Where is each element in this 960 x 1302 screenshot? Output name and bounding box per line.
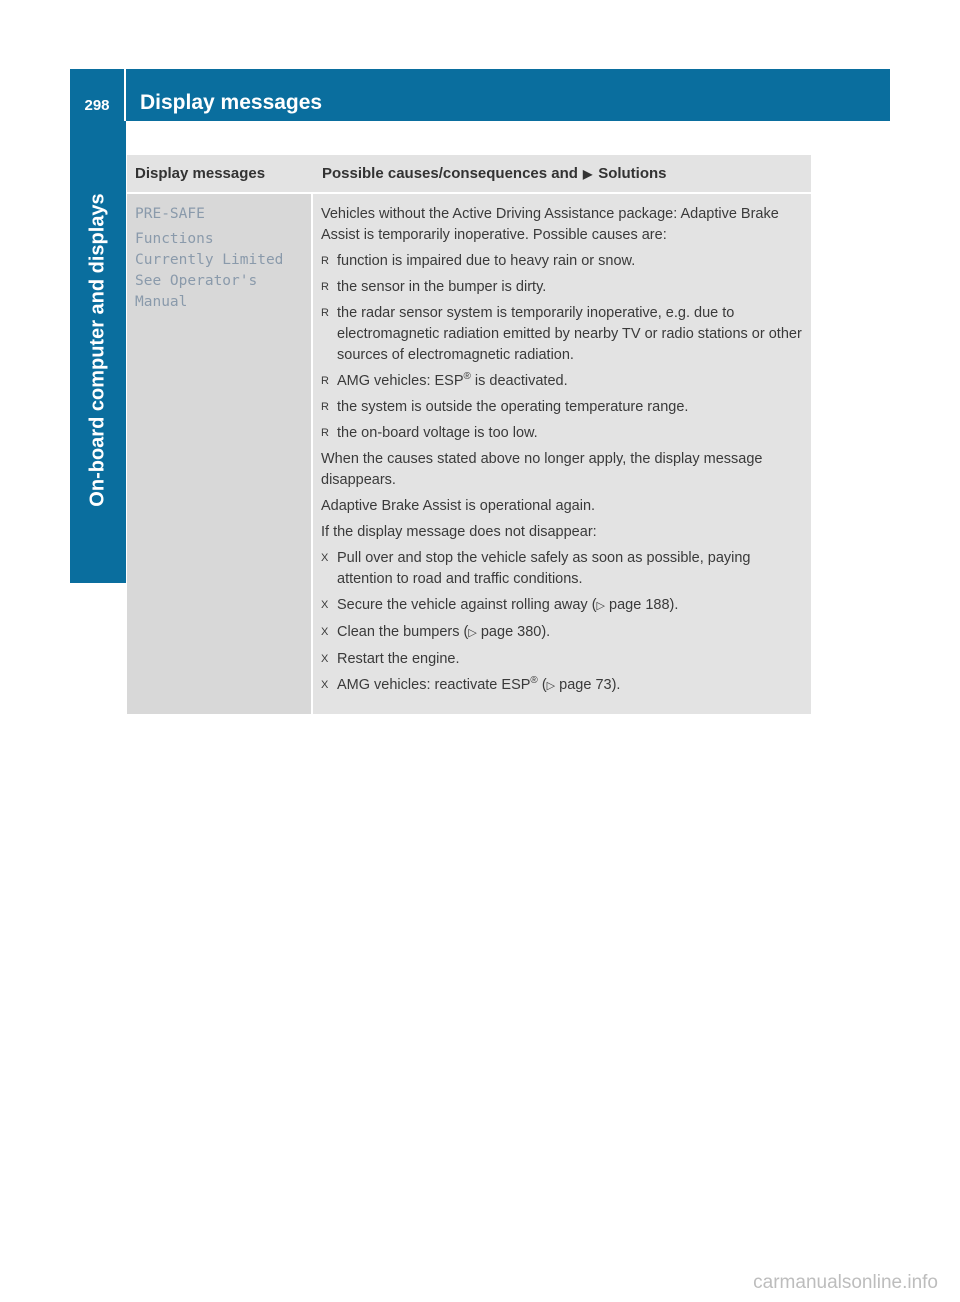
step-text — [337, 675, 620, 697]
message-line-functions: Functions — [135, 231, 214, 247]
page-ref-icon: ▷ — [596, 600, 605, 612]
display-messages-table — [127, 155, 811, 714]
table-header — [127, 155, 811, 194]
message-line-see-operators: See Operator's — [135, 273, 258, 289]
step-text: Restart the engine. — [337, 651, 460, 667]
list-item — [321, 397, 803, 418]
column-header-solutions — [314, 155, 811, 192]
registered-mark: ® — [530, 675, 538, 687]
page-title: Display messages — [140, 91, 323, 114]
bullet-text-part: is deactivated. — [470, 373, 568, 389]
step-icon: X — [321, 552, 329, 564]
solutions-cell — [313, 194, 811, 714]
step-text-part: ( — [537, 677, 547, 693]
intro-text: Vehicles without the Active Driving Assistance package: Adaptive Brake Assist is temporarily inoperative. Possible causes are: — [321, 206, 779, 243]
table-row — [127, 194, 811, 714]
message-line-pre-safe: PRE-SAFE — [135, 206, 205, 222]
list-item — [321, 371, 803, 392]
step-text-part: AMG vehicles: reactivate ESP — [337, 677, 531, 693]
list-item — [321, 423, 803, 444]
list-item — [321, 303, 803, 366]
bullet-text: the on-board voltage is too low. — [337, 425, 538, 441]
bullet-text: the system is outside the operating temperature range. — [337, 399, 689, 415]
message-cell — [127, 194, 313, 714]
step-item — [321, 675, 803, 697]
list-item — [321, 251, 803, 272]
step-item — [321, 649, 803, 670]
bullet-text — [337, 371, 568, 392]
header-causes-text: Possible causes/consequences and — [322, 165, 578, 182]
step-text — [337, 622, 550, 644]
list-item — [321, 277, 803, 298]
message-line-currently-limited: Currently Limited — [135, 252, 284, 268]
bullet-icon: R — [321, 427, 329, 439]
step-item — [321, 548, 803, 590]
header-solutions-text: Solutions — [598, 165, 667, 182]
page-number: 298 — [70, 69, 126, 121]
step-text-part: Clean the bumpers ( — [337, 624, 469, 640]
bullet-icon: R — [321, 255, 329, 267]
step-icon: X — [321, 626, 329, 638]
bullet-icon: R — [321, 401, 329, 413]
bullet-text-part: AMG vehicles: ESP — [337, 373, 464, 389]
paragraph-operational: Adaptive Brake Assist is operational again. — [321, 498, 596, 514]
step-text — [337, 595, 678, 617]
step-icon: X — [321, 653, 329, 665]
bullet-icon: R — [321, 281, 329, 293]
step-text-part: page 73). — [555, 677, 621, 693]
page-ref-icon: ▷ — [546, 680, 556, 692]
registered-mark: ® — [463, 371, 471, 383]
bullet-text: the radar sensor system is temporarily inoperative, e.g. due to electromagnetic radiation emitted by nearby TV or radio stations or other sources of electromagnetic radiation. — [337, 305, 802, 363]
step-icon: X — [321, 599, 329, 611]
paragraph-causes-resolved: When the causes stated above no longer apply, the display message disappears. — [321, 451, 763, 488]
bullet-icon: R — [321, 307, 329, 319]
step-text-part: page 380). — [476, 624, 551, 640]
step-text: Pull over and stop the vehicle safely as soon as possible, paying attention to road and traffic conditions. — [337, 550, 751, 587]
play-arrow-icon: ▶ — [582, 166, 593, 181]
message-line-manual: Manual — [135, 294, 188, 310]
paragraph-if-persists: If the display message does not disappear: — [321, 524, 597, 540]
step-icon: X — [321, 679, 329, 691]
step-item — [321, 622, 803, 644]
bullet-text: the sensor in the bumper is dirty. — [337, 279, 547, 295]
page-ref-icon: ▷ — [468, 627, 477, 639]
step-item — [321, 595, 803, 617]
watermark: carmanualsonline.info — [753, 1272, 938, 1293]
section-label: On-board computer and displays — [86, 193, 109, 507]
column-header-display-messages: Display messages — [135, 165, 266, 182]
bullet-text: function is impaired due to heavy rain or snow. — [337, 253, 636, 269]
step-text-part: Secure the vehicle against rolling away ( — [337, 597, 597, 613]
bullet-icon: R — [321, 375, 329, 387]
step-text-part: page 188). — [605, 597, 679, 613]
